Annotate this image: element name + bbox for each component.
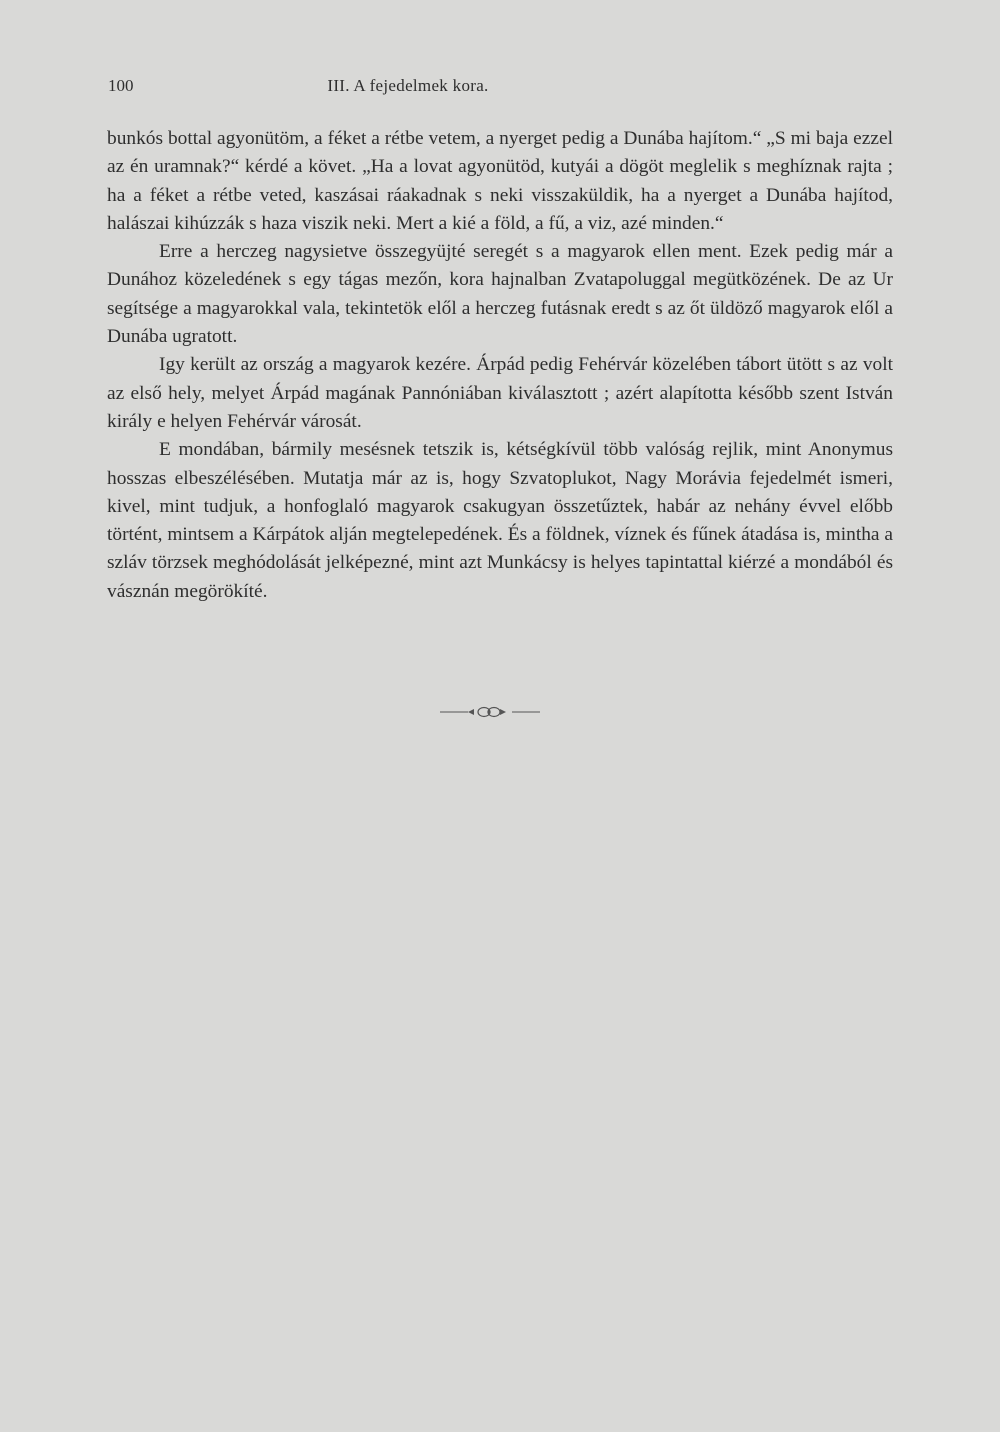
ornament-divider-icon	[440, 700, 540, 724]
running-head	[108, 76, 892, 104]
paragraph-1: bunkós bottal agyonütöm, a féket a rétbe vetem, a nyerget pedig a Dunába hajítom.“ „S mi baja ezzel az én uramnak?“ kérdé a követ. „Ha a lovat agyonütöd, kutyái a dögöt meglelik s meghíznak rajta ; ha a féket a rétbe veted, kaszásai ráakadnak s neki visszaküldik, ha a nyerget a Dunába hajítod, halászai kihúzzák s haza viszik neki. Mert a kié a föld, a fű, a viz, azé minden.“	[107, 128, 893, 234]
chapter-title: III. A fejedelmek kora.	[327, 76, 489, 95]
body-text	[107, 125, 893, 606]
paragraph-3: Igy került az ország a magyarok kezére. Árpád pedig Fehérvár közelében tábort ütött s az volt az első hely, melyet Árpád magának Pannóniában kiválasztott ; azért alapította később szent István király e helyen Fehérvár városát.	[107, 354, 893, 432]
paragraph-4: E mondában, bármily mesésnek tetszik is, kétségkívül több valóság rejlik, mint Anonymus hosszas elbeszélésében. Mutatja már az is, hogy Szvatoplukot, Nagy Morávia fejedelmét ismeri, kivel, mint tudjuk, a honfoglaló magyarok csakugyan összetűztek, habár az nehány évvel előbb történt, mintsem a Kárpátok alján megtelepedének. És a földnek, víznek és fűnek átadása is, mintha a szláv törzsek meghódolását jelképezné, mint azt Munkácsy is helyes tapintattal kiérzé a mondából és vásznán megörökíté.	[107, 439, 893, 602]
paragraph-2: Erre a herczeg nagysietve összegyüjté seregét s a magyarok ellen ment. Ezek pedig már a Dunához közeledének s egy tágas mezőn, kora hajnalban Zvatapoluggal megütközének. De az Ur segítsége a magyarokkal vala, tekintetök elől a herczeg futásnak eredt s az őt üldöző magyarok elől a Dunába ugratott.	[107, 241, 893, 348]
page-number: 100	[108, 76, 134, 95]
